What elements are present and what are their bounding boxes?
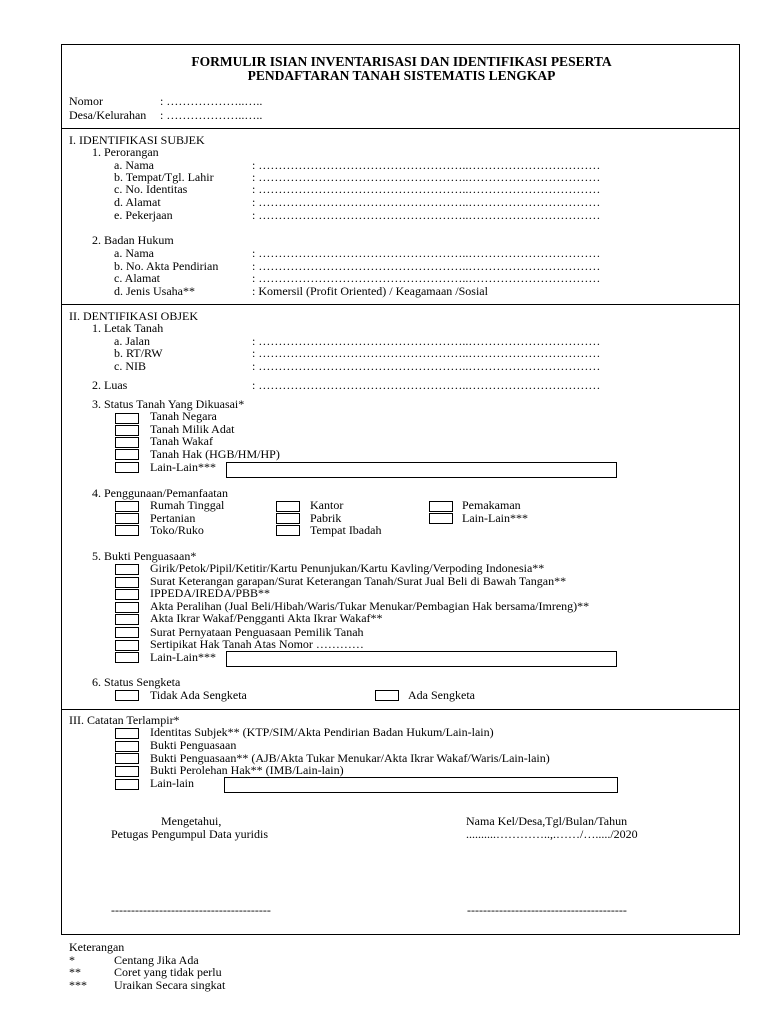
- status-checkbox-lain[interactable]: [115, 462, 139, 473]
- perorangan-heading: 1. Perorangan: [92, 145, 159, 159]
- date-field[interactable]: ..........…………..,.……/…...../2020: [466, 827, 638, 841]
- penggunaan-kantor-label: Kantor: [310, 498, 344, 512]
- form-title-line1: FORMULIR ISIAN INVENTARISASI DAN IDENTIFIKASI PESERTA: [191, 54, 612, 69]
- section-objek-title: II. DENTIFIKASI OBJEK: [69, 309, 198, 323]
- bukti-ippeda-label: IPPEDA/IREDA/PBB**: [150, 586, 271, 600]
- keterangan-text-3: Uraikan Secara singkat: [114, 978, 226, 992]
- divider-header: [61, 128, 740, 129]
- perorangan-pekerjaan-field[interactable]: : ……………………………………………..……………………………: [252, 208, 601, 222]
- catatan-checkbox-perolehan[interactable]: [115, 766, 139, 777]
- penggunaan-toko-label: Toko/Ruko: [150, 523, 204, 537]
- mengetahui-label: Mengetahui,: [161, 814, 222, 828]
- status-hak-label: Tanah Hak (HGB/HM/HP): [150, 447, 280, 461]
- penggunaan-lain-label: Lain-Lain***: [462, 511, 528, 525]
- bukti-checkbox-girik[interactable]: [115, 564, 139, 575]
- keterangan-text-1: Centang Jika Ada: [114, 953, 199, 967]
- catatan-bukti-label: Bukti Penguasaan: [150, 738, 237, 752]
- perorangan-identitas-label: c. No. Identitas: [114, 182, 188, 196]
- catatan-checkbox-bukti-ajb[interactable]: [115, 753, 139, 764]
- letak-rtrw-field[interactable]: : ……………………………………………..……………………………: [252, 346, 601, 360]
- sengketa-heading: 6. Status Sengketa: [92, 675, 181, 689]
- luas-field[interactable]: : ……………………………………………..……………………………: [252, 378, 601, 392]
- frame-right: [739, 44, 740, 935]
- signature-line-right: ----------------------------------------: [467, 903, 627, 917]
- penggunaan-checkbox-pemakaman[interactable]: [429, 501, 453, 512]
- letak-jalan-field[interactable]: : ……………………………………………..……………………………: [252, 334, 601, 348]
- sengketa-checkbox-ada[interactable]: [375, 690, 399, 701]
- bukti-lain-input[interactable]: [226, 651, 617, 667]
- status-negara-label: Tanah Negara: [150, 409, 217, 423]
- status-checkbox-adat[interactable]: [115, 425, 139, 436]
- nomor-value[interactable]: : ………………..…..: [160, 94, 263, 108]
- badan-nama-label: a. Nama: [114, 246, 154, 260]
- status-lain-input[interactable]: [226, 462, 617, 478]
- section-subjek-title: I. IDENTIFIKASI SUBJEK: [69, 133, 205, 147]
- catatan-lain-label: Lain-lain: [150, 776, 194, 790]
- desa-label: Desa/Kelurahan: [69, 108, 147, 122]
- catatan-lain-input[interactable]: [224, 777, 618, 793]
- penggunaan-checkbox-ibadah[interactable]: [276, 525, 300, 536]
- penggunaan-pabrik-label: Pabrik: [310, 511, 342, 525]
- perorangan-alamat-label: d. Alamat: [114, 195, 161, 209]
- status-checkbox-hak[interactable]: [115, 449, 139, 460]
- status-heading: 3. Status Tanah Yang Dikuasai*: [92, 397, 245, 411]
- penggunaan-checkbox-rumah[interactable]: [115, 501, 139, 512]
- status-wakaf-label: Tanah Wakaf: [150, 434, 213, 448]
- bukti-checkbox-ikrar[interactable]: [115, 614, 139, 625]
- penggunaan-pemakaman-label: Pemakaman: [462, 498, 521, 512]
- bukti-checkbox-pernyataan[interactable]: [115, 627, 139, 638]
- letak-nib-field[interactable]: : ……………………………………………..……………………………: [252, 359, 601, 373]
- perorangan-pekerjaan-label: e. Pekerjaan: [114, 208, 173, 222]
- desa-value[interactable]: : ………………..…..: [160, 108, 263, 122]
- sengketa-checkbox-tidak[interactable]: [115, 690, 139, 701]
- badan-alamat-label: c. Alamat: [114, 271, 160, 285]
- frame-top: [61, 44, 740, 45]
- bukti-checkbox-sertipikat[interactable]: [115, 640, 139, 651]
- keterangan-text-2: Coret yang tidak perlu: [114, 965, 222, 979]
- letak-jalan-label: a. Jalan: [114, 334, 150, 348]
- keterangan-sym-2: **: [69, 965, 81, 979]
- luas-label: 2. Luas: [92, 378, 128, 392]
- catatan-checkbox-identitas[interactable]: [115, 728, 139, 739]
- bukti-ikrar-label: Akta Ikrar Wakaf/Pengganti Akta Ikrar Wakaf**: [150, 611, 383, 625]
- badan-jenis-usaha-value[interactable]: : Komersil (Profit Oriented) / Keagamaan /Sosial: [252, 284, 488, 298]
- badan-akta-label: b. No. Akta Pendirian: [114, 259, 219, 273]
- frame-left: [61, 44, 62, 935]
- catatan-perolehan-label: Bukti Perolehan Hak** (IMB/Lain-lain): [150, 763, 344, 777]
- penggunaan-rumah-label: Rumah Tinggal: [150, 498, 225, 512]
- bukti-checkbox-suket[interactable]: [115, 577, 139, 588]
- status-checkbox-negara[interactable]: [115, 413, 139, 424]
- bukti-checkbox-lain[interactable]: [115, 652, 139, 663]
- divider-objek: [61, 709, 740, 710]
- letak-nib-label: c. NIB: [114, 359, 146, 373]
- petugas-label: Petugas Pengumpul Data yuridis: [111, 827, 268, 841]
- signature-line-left: ----------------------------------------: [111, 903, 271, 917]
- letak-heading: 1. Letak Tanah: [92, 321, 164, 335]
- badan-nama-field[interactable]: : ……………………………………………..……………………………: [252, 246, 601, 260]
- catatan-checkbox-bukti[interactable]: [115, 741, 139, 752]
- perorangan-ttl-field[interactable]: : ……………………………………………..……………………………: [252, 170, 601, 184]
- nomor-label: Nomor: [69, 94, 103, 108]
- divider-subjek: [61, 304, 740, 305]
- bukti-pernyataan-label: Surat Pernyataan Penguasaan Pemilik Tanah: [150, 625, 364, 639]
- status-lain-label: Lain-Lain***: [150, 460, 216, 474]
- bukti-lain-label: Lain-Lain***: [150, 650, 216, 664]
- keterangan-sym-1: *: [69, 953, 75, 967]
- penggunaan-pertanian-label: Pertanian: [150, 511, 196, 525]
- penggunaan-heading: 4. Penggunaan/Pemanfaatan: [92, 486, 228, 500]
- perorangan-nama-label: a. Nama: [114, 158, 154, 172]
- badan-hukum-heading: 2. Badan Hukum: [92, 233, 174, 247]
- section-catatan-title: III. Catatan Terlampir*: [69, 713, 180, 727]
- bukti-peralihan-label: Akta Peralihan (Jual Beli/Hibah/Waris/Tukar Menukar/Pembagian Hak bersama/Imreng)**: [150, 599, 590, 613]
- penggunaan-ibadah-label: Tempat Ibadah: [310, 523, 382, 537]
- bukti-sertipikat-label: Sertipikat Hak Tanah Atas Nomor …………: [150, 637, 364, 651]
- form-title-line2: PENDAFTARAN TANAH SISTEMATIS LENGKAP: [247, 68, 556, 83]
- catatan-bukti-ajb-label: Bukti Penguasaan** (AJB/Akta Tukar Menukar/Akta Ikrar Wakaf/Waris/Lain-lain): [150, 751, 550, 765]
- bukti-girik-label: Girik/Petok/Pipil/Ketitir/Kartu Penunjukan/Kartu Kavling/Verpoding Indonesia**: [150, 561, 545, 575]
- letak-rtrw-label: b. RT/RW: [114, 346, 163, 360]
- perorangan-ttl-label: b. Tempat/Tgl. Lahir: [114, 170, 214, 184]
- sengketa-ada-label: Ada Sengketa: [408, 688, 475, 702]
- penggunaan-checkbox-pertanian[interactable]: [115, 513, 139, 524]
- bukti-heading: 5. Bukti Penguasaan*: [92, 549, 197, 563]
- keterangan-title: Keterangan: [69, 940, 125, 954]
- status-checkbox-wakaf[interactable]: [115, 437, 139, 448]
- keterangan-sym-3: ***: [69, 978, 87, 992]
- perorangan-alamat-field[interactable]: : ……………………………………………..……………………………: [252, 195, 601, 209]
- sengketa-tidak-label: Tidak Ada Sengketa: [150, 688, 247, 702]
- penggunaan-checkbox-kantor[interactable]: [276, 501, 300, 512]
- penggunaan-checkbox-lain[interactable]: [429, 513, 453, 524]
- badan-alamat-field[interactable]: : ……………………………………………..……………………………: [252, 271, 601, 285]
- status-adat-label: Tanah Milik Adat: [150, 422, 235, 436]
- badan-akta-field[interactable]: : ……………………………………………..……………………………: [252, 259, 601, 273]
- badan-jenis-usaha-label: d. Jenis Usaha**: [114, 284, 195, 298]
- penggunaan-checkbox-pabrik[interactable]: [276, 513, 300, 524]
- bukti-checkbox-peralihan[interactable]: [115, 602, 139, 613]
- perorangan-identitas-field[interactable]: : ……………………………………………..……………………………: [252, 182, 601, 196]
- frame-bottom: [61, 934, 740, 935]
- perorangan-nama-field[interactable]: : ……………………………………………..……………………………: [252, 158, 601, 172]
- penggunaan-checkbox-toko[interactable]: [115, 525, 139, 536]
- catatan-checkbox-lain[interactable]: [115, 779, 139, 790]
- bukti-suket-label: Surat Keterangan garapan/Surat Keterangan Tanah/Surat Jual Beli di Bawah Tangan**: [150, 574, 567, 588]
- catatan-identitas-label: Identitas Subjek** (KTP/SIM/Akta Pendirian Badan Hukum/Lain-lain): [150, 725, 494, 739]
- bukti-checkbox-ippeda[interactable]: [115, 589, 139, 600]
- nama-kel-label: Nama Kel/Desa,Tgl/Bulan/Tahun: [466, 814, 628, 828]
